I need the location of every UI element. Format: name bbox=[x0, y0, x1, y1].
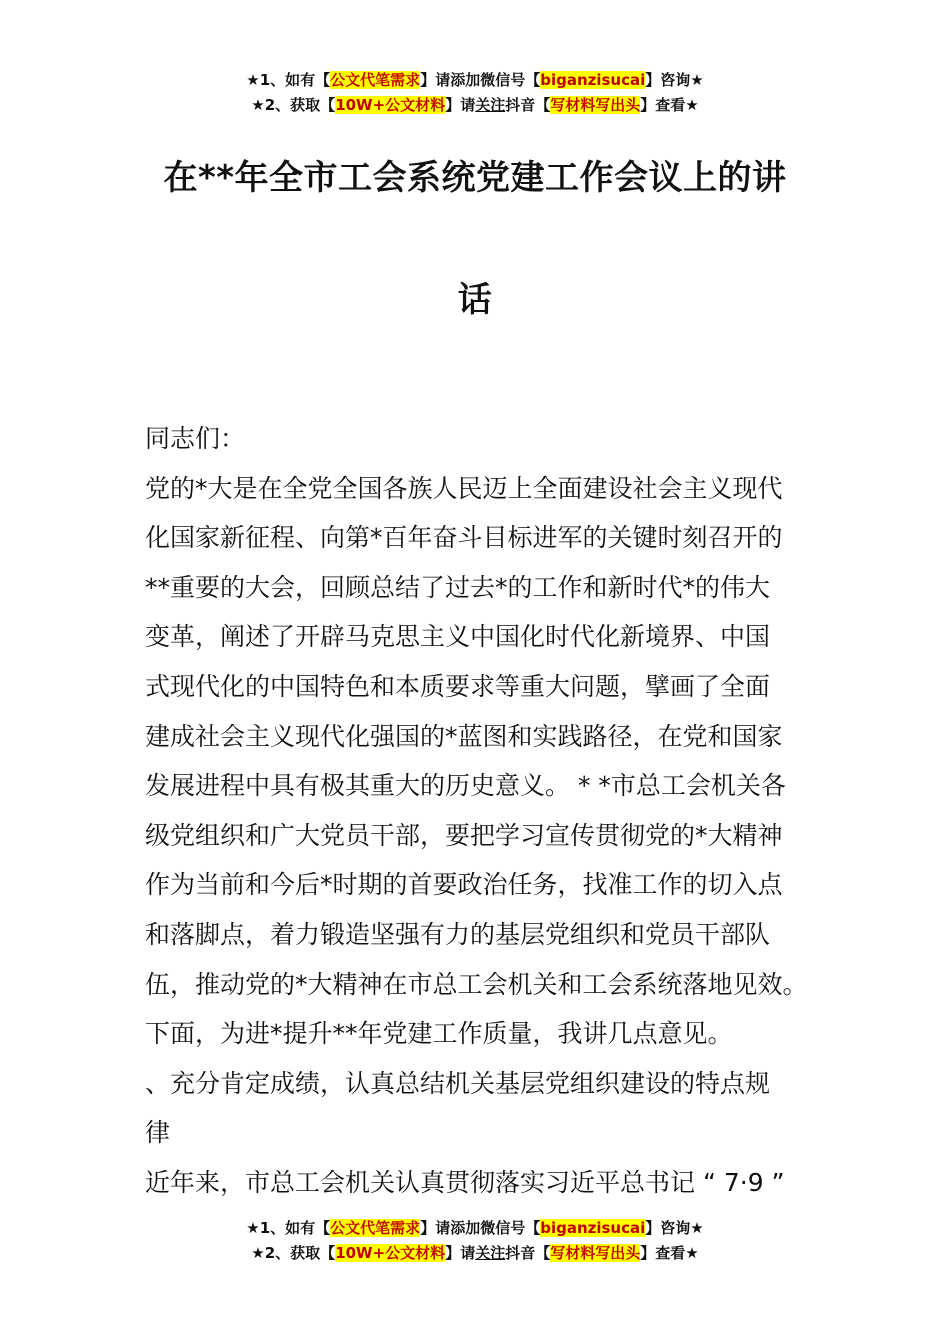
promo-text: 抖音【 bbox=[505, 1244, 551, 1262]
promo-highlight: 10W+公文材料 bbox=[335, 96, 446, 114]
promo-line-2 bbox=[0, 93, 950, 118]
promo-text: 】查看★ bbox=[640, 96, 699, 114]
body-line: 化国家新征程、向第*百年奋斗目标进军的关键时刻召开的 bbox=[145, 523, 783, 553]
promo-text: ★1、如有【 bbox=[246, 1219, 331, 1237]
body-line: 伍，推动党的*大精神在市总工会机关和工会系统落地见效。 bbox=[145, 969, 808, 999]
promo-highlight: 写材料写出头 bbox=[550, 96, 641, 114]
promo-banner-top bbox=[0, 68, 950, 118]
promo-text: 】请添加微信号【 bbox=[420, 71, 541, 89]
promo-text: 】咨询★ bbox=[645, 1219, 704, 1237]
promo-banner-bottom bbox=[0, 1216, 950, 1266]
promo-line-2 bbox=[0, 1241, 950, 1266]
wechat-id-highlight: biganzisucai bbox=[540, 1219, 646, 1237]
promo-text: ★2、获取【 bbox=[251, 1244, 336, 1262]
body-line: 作为当前和今后*时期的首要政治任务，找准工作的切入点 bbox=[145, 870, 783, 900]
document-body bbox=[145, 414, 825, 1208]
promo-underlined-text: 关注 bbox=[475, 96, 506, 114]
promo-text: 】请 bbox=[445, 1244, 476, 1262]
body-line: **重要的大会，回顾总结了过去*的工作和新时代*的伟大 bbox=[145, 572, 771, 602]
promo-text: ★1、如有【 bbox=[246, 71, 331, 89]
document-title-line-2: 话 bbox=[457, 280, 493, 320]
body-line: 近年来，市总工会机关认真贯彻落实习近平总书记 “ 7·9 ” bbox=[145, 1167, 785, 1197]
document-title-line-1: 在**年全市工会系统党建工作会议上的讲 bbox=[163, 158, 787, 198]
promo-text: ★2、获取【 bbox=[251, 96, 336, 114]
promo-highlight: 10W+公文材料 bbox=[335, 1244, 446, 1262]
promo-text: 】查看★ bbox=[640, 1244, 699, 1262]
promo-underlined-text: 关注 bbox=[475, 1244, 506, 1262]
body-line: 、充分肯定成绩，认真总结机关基层党组织建设的特点规 bbox=[145, 1068, 771, 1098]
promo-line-1 bbox=[0, 1216, 950, 1241]
body-line: 同志们： bbox=[145, 424, 246, 453]
promo-highlight: 公文代笔需求 bbox=[330, 1219, 421, 1237]
body-line: 下面，为进*提升**年党建工作质量，我讲几点意见。 bbox=[145, 1019, 733, 1049]
promo-text: 】请 bbox=[445, 96, 476, 114]
wechat-id-highlight: biganzisucai bbox=[540, 71, 646, 89]
body-line: 律 bbox=[145, 1118, 171, 1148]
body-line: 党的*大是在全党全国各族人民迈上全面建设社会主义现代 bbox=[145, 473, 783, 503]
body-line: 级党组织和广大党员干部，要把学习宣传贯彻党的*大精神 bbox=[145, 820, 783, 850]
promo-line-1 bbox=[0, 68, 950, 93]
promo-text: 】咨询★ bbox=[645, 71, 704, 89]
promo-highlight: 写材料写出头 bbox=[550, 1244, 641, 1262]
body-line: 建成社会主义现代化强国的*蓝图和实践路径，在党和国家 bbox=[145, 721, 783, 751]
promo-text: 抖音【 bbox=[505, 96, 551, 114]
body-line: 和落脚点，着力锻造坚强有力的基层党组织和党员干部队 bbox=[145, 919, 771, 949]
body-line: 变革，阐述了开辟马克思主义中国化时代化新境界、中国 bbox=[145, 622, 771, 652]
promo-text: 】请添加微信号【 bbox=[420, 1219, 541, 1237]
promo-highlight: 公文代笔需求 bbox=[330, 71, 421, 89]
body-line: 式现代化的中国特色和本质要求等重大问题，擘画了全面 bbox=[145, 671, 771, 701]
body-line: 发展进程中具有极其重大的历史意义。 * *市总工会机关各 bbox=[145, 771, 786, 801]
